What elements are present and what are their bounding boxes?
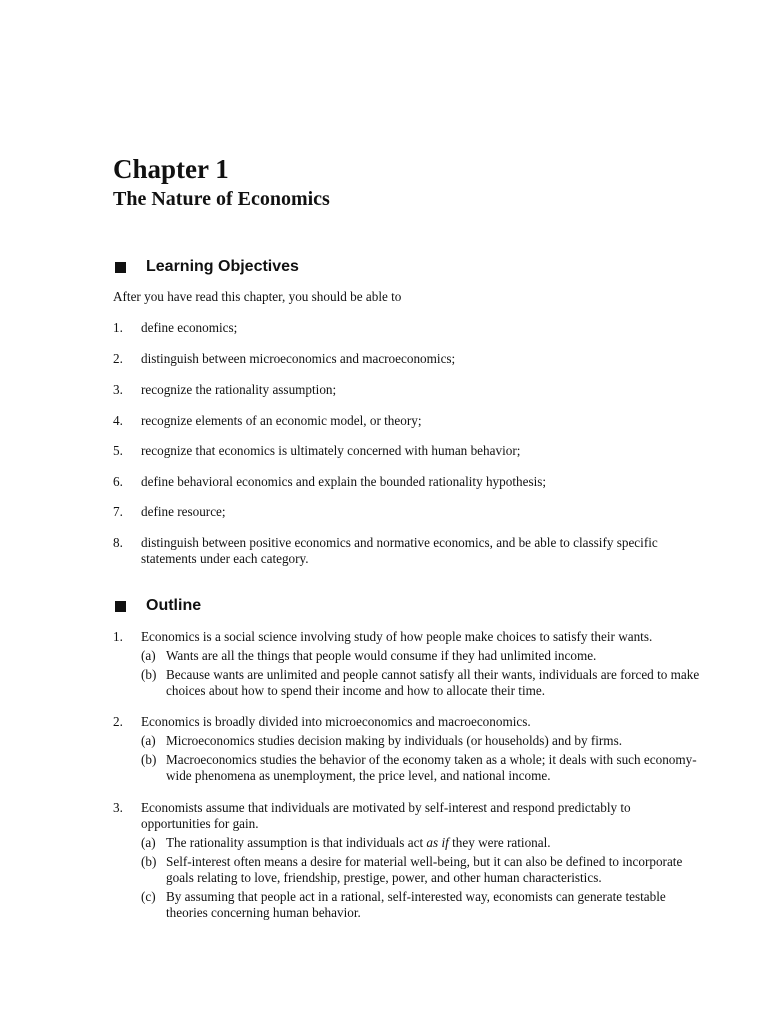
subitem-text-after: they were rational.: [448, 835, 551, 850]
subitem-text: [166, 835, 703, 851]
objective-item: [113, 443, 703, 459]
learning-objectives-label: Learning Objectives: [146, 258, 299, 275]
subitem-text: Wants are all the things that people would consume if they had unlimited income.: [166, 648, 597, 663]
subitem-text: Macroeconomics studies the behavior of the economy taken as a whole; it deals with such economy-wide phenomena as unemployment, the price level, and national income.: [166, 752, 697, 783]
subitem-text-emphasis: as if: [426, 835, 449, 850]
objective-item: [113, 320, 703, 336]
outline-label: Outline: [146, 597, 202, 614]
subitem-text: By assuming that people act in a rational, self-interested way, economists can generate testable theories concerning human behavior.: [166, 889, 666, 920]
objective-number: 4.: [113, 413, 123, 428]
objective-item: [113, 382, 703, 398]
objective-number: 3.: [113, 382, 123, 397]
subitem-text: Microeconomics studies decision making by individuals (or households) and by firms.: [166, 733, 622, 748]
square-bullet-icon: [115, 262, 126, 273]
objective-number: 7.: [113, 504, 123, 519]
outline-subitem: [141, 648, 703, 664]
objective-text: recognize that economics is ultimately concerned with human behavior;: [141, 443, 521, 458]
subitem-letter: (a): [141, 835, 156, 850]
outline-subitem: [141, 752, 703, 784]
subitem-letter: (a): [141, 733, 156, 748]
outline-sublist: [141, 648, 703, 699]
objective-number: 2.: [113, 351, 123, 366]
outline-subitem: [141, 889, 703, 921]
outline-subitem: [141, 667, 703, 699]
outline-text: Economics is a social science involving study of how people make choices to satisfy their wants.: [141, 629, 653, 644]
outline-sublist: [141, 835, 703, 921]
subitem-text-before: The rationality assumption is that individuals act: [166, 835, 427, 850]
objective-item: [113, 504, 703, 520]
objective-text: distinguish between positive economics and normative economics, and be able to classify specific statements under each category.: [141, 535, 658, 566]
objective-number: 1.: [113, 320, 123, 335]
subitem-text: Self-interest often means a desire for material well-being, but it can also be defined to incorporate goals relating to love, friendship, prestige, power, and other human characteristics.: [166, 854, 683, 885]
outline-text: Economists assume that individuals are motivated by self-interest and respond predictably to opportunities for gain.: [141, 800, 631, 831]
learning-objectives-heading: [113, 257, 299, 277]
outline-sublist: [141, 733, 703, 784]
square-bullet-icon: [115, 601, 126, 612]
outline-item: [113, 629, 703, 702]
objective-item: [113, 413, 703, 429]
objective-item: [113, 351, 703, 367]
objective-item: [113, 535, 703, 567]
objective-number: 8.: [113, 535, 123, 550]
outline-subitem: [141, 854, 703, 886]
outline-item: [113, 714, 703, 787]
objective-text: define resource;: [141, 504, 226, 519]
chapter-title: Chapter 1: [113, 154, 229, 184]
subitem-letter: (b): [141, 854, 157, 869]
objectives-intro: After you have read this chapter, you should be able to: [113, 289, 402, 304]
outline-number: 3.: [113, 800, 123, 815]
objective-text: recognize the rationality assumption;: [141, 382, 337, 397]
subitem-letter: (b): [141, 667, 157, 682]
objective-text: recognize elements of an economic model, or theory;: [141, 413, 422, 428]
outline-item: [113, 800, 703, 924]
outline-subitem: [141, 733, 703, 749]
outline-heading: [113, 596, 201, 616]
outline-number: 2.: [113, 714, 123, 729]
objective-number: 5.: [113, 443, 123, 458]
outline-text: Economics is broadly divided into microeconomics and macroeconomics.: [141, 714, 531, 729]
subitem-letter: (a): [141, 648, 156, 663]
subitem-letter: (c): [141, 889, 156, 904]
objective-text: define economics;: [141, 320, 238, 335]
outline-subitem: [141, 835, 703, 851]
objective-number: 6.: [113, 474, 123, 489]
chapter-subtitle: The Nature of Economics: [113, 188, 330, 210]
objective-item: [113, 474, 703, 490]
objective-text: define behavioral economics and explain the bounded rationality hypothesis;: [141, 474, 547, 489]
outline-number: 1.: [113, 629, 123, 644]
subitem-letter: (b): [141, 752, 157, 767]
objective-text: distinguish between microeconomics and macroeconomics;: [141, 351, 456, 366]
subitem-text: Because wants are unlimited and people cannot satisfy all their wants, individuals are forced to make choices about how to spend their income and how to allocate their time.: [166, 667, 700, 698]
